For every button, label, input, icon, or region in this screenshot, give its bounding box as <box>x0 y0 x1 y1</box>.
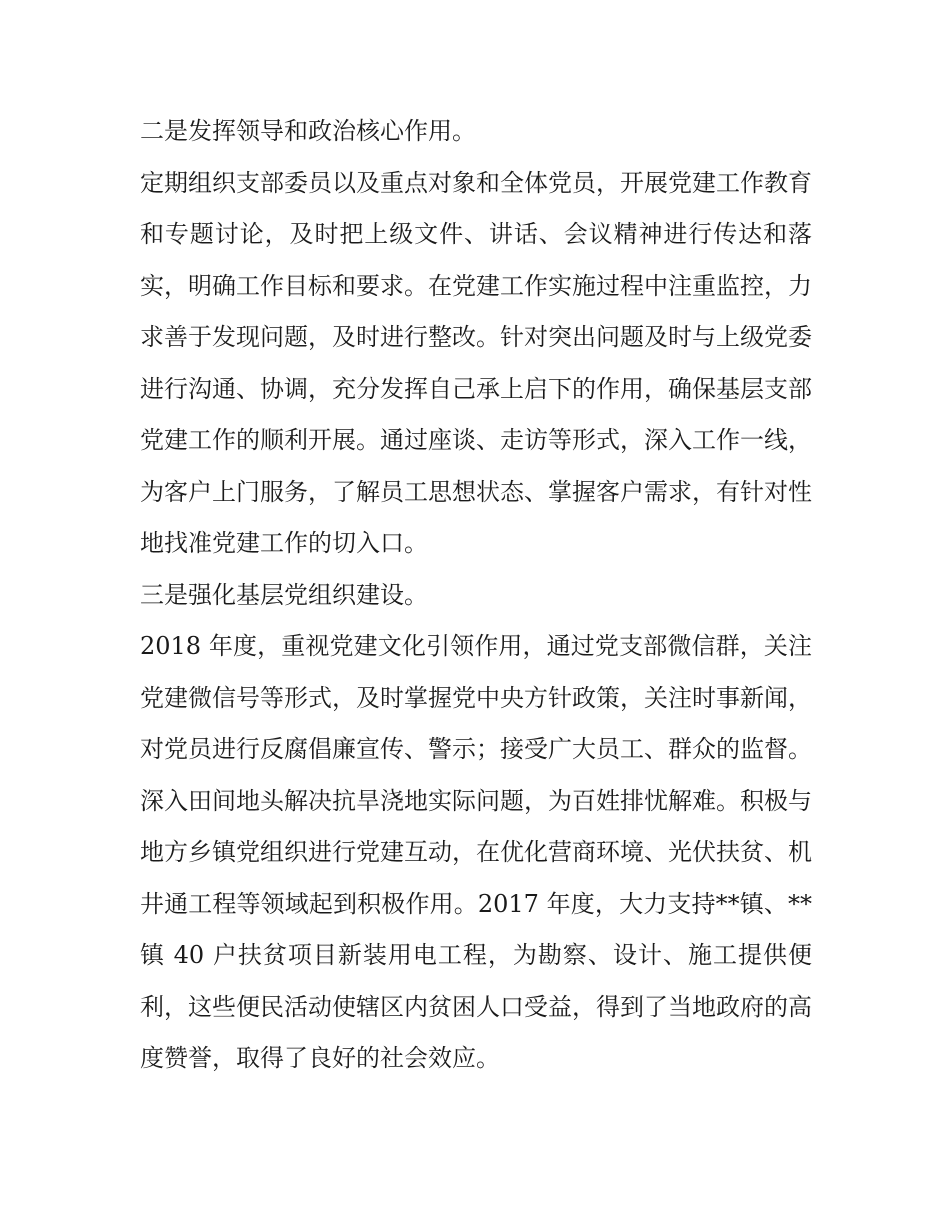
paragraph-leadership: 定期组织支部委员以及重点对象和全体党员，开展党建工作教育和专题讨论，及时把上级文件、讲话、会议精神进行传达和落实，明确工作目标和要求。在党建工作实施过程中注重监控，力求善于发现问题，及时进行整改。针对突出问题及时与上级党委进行沟通、协调，充分发挥自己承上启下的作用，确保基层支部党建工作的顺利开展。通过座谈、走访等形式，深入工作一线，为客户上门服务，了解员工思想状态、掌握客户需求，有针对性地找准党建工作的切入口。 <box>140 168 812 557</box>
section-heading-2: 二是发挥领导和政治核心作用。 <box>140 117 476 145</box>
document-body <box>140 106 812 1085</box>
paragraph-party-culture: 2018 年度，重视党建文化引领作用，通过党支部微信群，关注党建微信号等形式，及时掌握党中央方针政策，关注时事新闻，对党员进行反腐倡廉宣传、警示；接受广大员工、群众的监督。 <box>140 632 812 763</box>
section-heading-3: 三是强化基层党组织建设。 <box>140 580 428 609</box>
paragraph-poverty-relief: 深入田间地头解决抗旱浇地实际问题，为百姓排忧解难。积极与地方乡镇党组织进行党建互动，在优化营商环境、光伏扶贫、机井通工程等领域起到积极作用。2017 年度，大力支持**镇、**镇 40 户扶贫项目新装用电工程，为勘察、设计、施工提供便利，这些便民活动使辖区内贫困人口受益，得到了当地政府的高度赞誉，取得了良好的社会效应。 <box>140 786 812 1072</box>
